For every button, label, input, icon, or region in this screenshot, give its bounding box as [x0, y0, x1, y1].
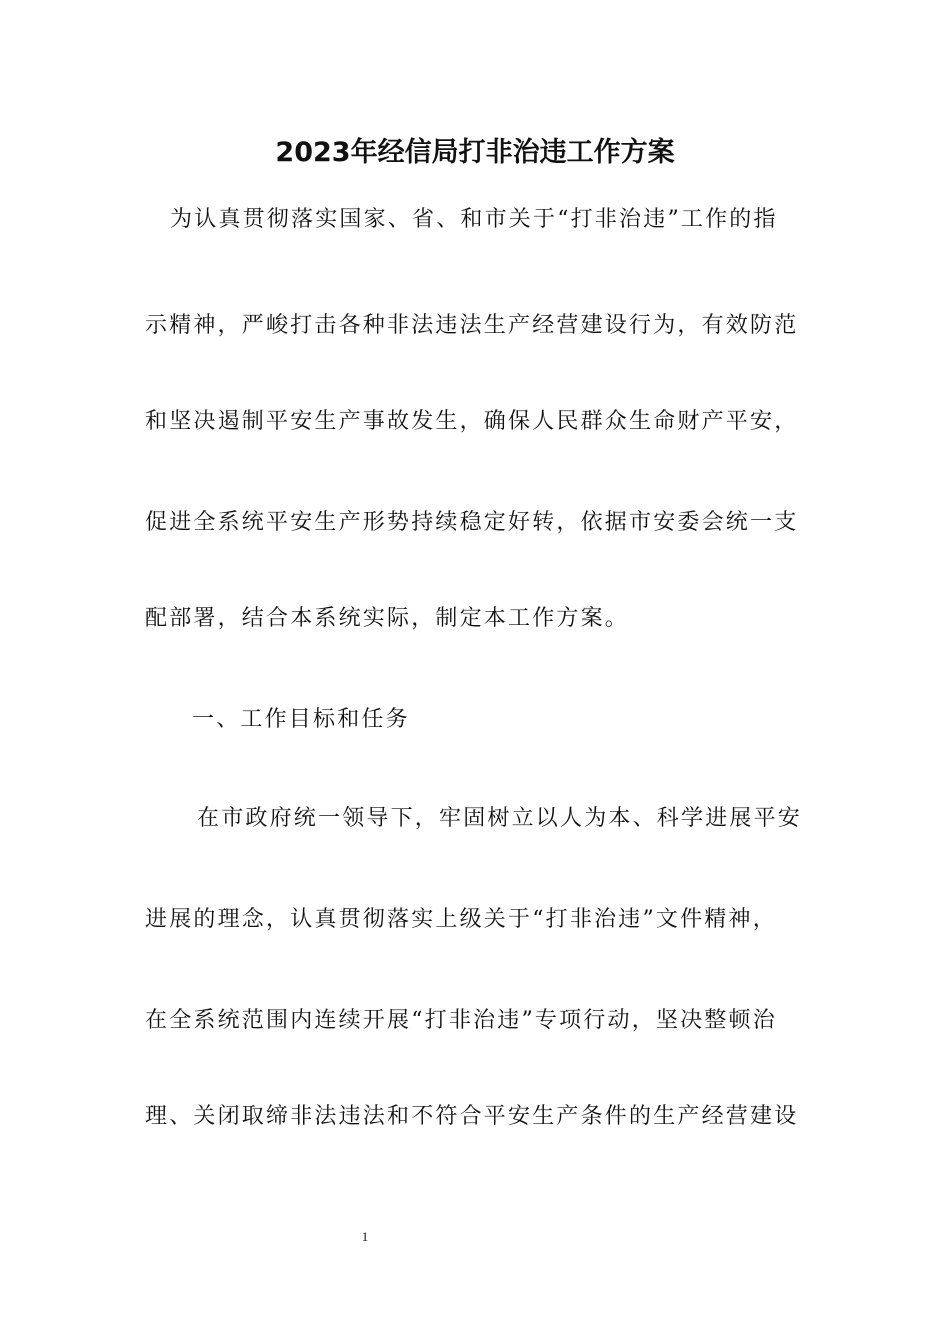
paragraph-line: 促进全系统平安生产形势持续稳定好转，依据市安委会统一支 [145, 510, 799, 535]
paragraph-line: 配部署，结合本系统实际，制定本工作方案。 [145, 606, 630, 631]
paragraph-line: 为认真贯彻落实国家、省、和市关于“打非治违”工作的指 [170, 207, 778, 232]
paragraph-line: 理、关闭取缔非法违法和不符合平安生产条件的生产经营建设 [145, 1104, 799, 1129]
section-heading: 一、工作目标和任务 [192, 707, 410, 732]
paragraph-line: 示精神，严峻打击各种非法违法生产经营建设行为，有效防范 [145, 313, 799, 338]
paragraph-line: 和坚决遏制平安生产事故发生，确保人民群众生命财产平安， [145, 409, 799, 434]
page-number: 1 [361, 1229, 369, 1244]
paragraph-line: 在市政府统一领导下，牢固树立以人为本、科学进展平安 [197, 806, 803, 831]
paragraph-line: 在全系统范围内连续开展“打非治违”专项行动，坚决整顿治 [145, 1008, 777, 1033]
paragraph-line: 进展的理念，认真贯彻落实上级关于“打非治违”文件精神， [145, 907, 777, 932]
document-title: 2023年经信局打非治违工作方案 [275, 137, 675, 168]
